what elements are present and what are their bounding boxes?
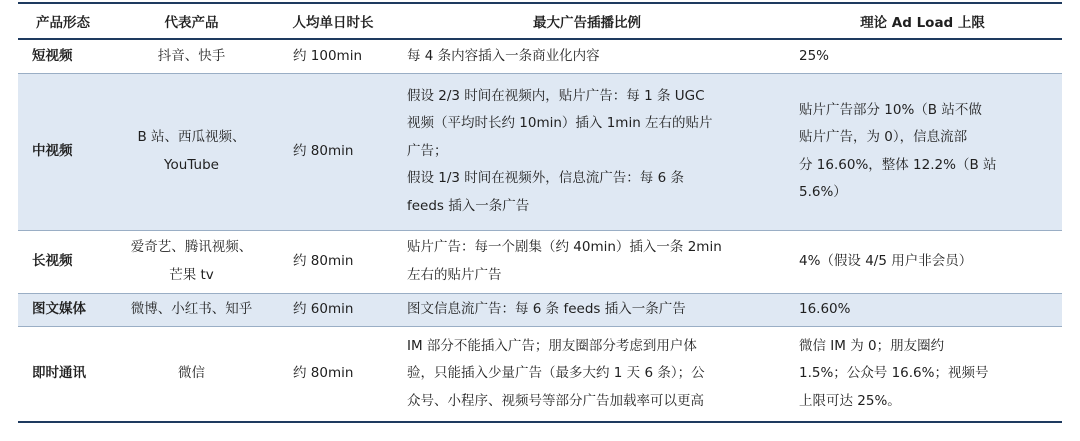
cell-line: 芒果 tv xyxy=(169,266,214,283)
cell-line: 验，只能插入少量广告（最多大约 1 天 6 条）；公 xyxy=(407,365,705,381)
cell-line: 抖音、快手 xyxy=(157,47,226,64)
cell-adload xyxy=(783,326,1062,422)
cell-line: feeds 插入一条广告 xyxy=(407,197,530,214)
cell-line: 众号、小程序、视频号等部分广告加载率可以更高 xyxy=(407,392,704,409)
header-ratio: 最大广告插播比例 xyxy=(533,15,641,31)
cell-products xyxy=(108,293,275,326)
cell-line: 贴片广告：每一个剧集（约 40min）插入一条 2min xyxy=(407,239,722,255)
header-adload: 理论 Ad Load 上限 xyxy=(860,15,985,31)
cell-form: 中视频 xyxy=(32,142,73,159)
cell-line: 1.5%；公众号 16.6%；视频号 xyxy=(799,365,989,381)
cell-form: 长视频 xyxy=(32,252,73,269)
cell-ratio xyxy=(391,293,783,326)
cell-line: 左右的贴片广告 xyxy=(407,266,502,283)
cell-products xyxy=(108,73,275,230)
cell-minutes: 约 80min xyxy=(293,142,354,159)
cell-minutes: 约 80min xyxy=(293,365,354,381)
table-header-row xyxy=(18,3,1062,39)
cell-line: 视频（平均时长约 10min）插入 1min 左右的贴片 xyxy=(407,115,713,132)
cell-line: 贴片广告部分 10%（B 站不做 xyxy=(799,101,982,118)
cell-line: 假设 1/3 时间在视频外，信息流广告：每 6 条 xyxy=(407,170,684,187)
cell-minutes: 约 80min xyxy=(293,252,354,269)
cell-line: 微信 xyxy=(178,365,205,381)
cell-line: B 站、西瓜视频、 xyxy=(137,129,246,145)
cell-line: IM 部分不能插入广告；朋友圈部分考虑到用户体 xyxy=(407,337,697,354)
cell-line: 微信 IM 为 0；朋友圈约 xyxy=(799,337,945,354)
cell-line: 16.60% xyxy=(799,300,851,317)
cell-products xyxy=(108,326,275,422)
cell-minutes: 约 100min xyxy=(293,47,363,64)
cell-ratio xyxy=(391,230,783,293)
table-row xyxy=(18,293,1062,326)
cell-line: 分 16.60%，整体 12.2%（B 站 xyxy=(799,156,997,173)
cell-ratio xyxy=(391,39,783,73)
cell-line: 每 4 条内容插入一条商业化内容 xyxy=(407,47,600,64)
cell-line: 贴片广告，为 0），信息流部 xyxy=(799,129,968,145)
table-row xyxy=(18,73,1062,230)
cell-line: 假设 2/3 时间在视频内，贴片广告：每 1 条 UGC xyxy=(407,87,705,104)
table-row xyxy=(18,230,1062,293)
cell-line: YouTube xyxy=(164,156,219,173)
cell-line: 图文信息流广告：每 6 条 feeds 插入一条广告 xyxy=(407,300,686,317)
cell-adload xyxy=(783,293,1062,326)
cell-adload xyxy=(783,73,1062,230)
cell-line: 5.6%） xyxy=(799,184,847,200)
cell-products xyxy=(108,230,275,293)
cell-ratio xyxy=(391,73,783,230)
cell-minutes: 约 60min xyxy=(293,300,354,317)
ad-load-table xyxy=(18,2,1062,423)
cell-line: 微博、小红书、知乎 xyxy=(130,300,253,317)
cell-line: 广告； xyxy=(407,142,448,159)
cell-line: 爱奇艺、腾讯视频、 xyxy=(130,239,253,255)
cell-line: 4%（假设 4/5 用户非会员） xyxy=(799,252,973,269)
cell-form: 图文媒体 xyxy=(32,300,86,317)
cell-products xyxy=(108,39,275,73)
header-products: 代表产品 xyxy=(164,15,219,31)
table-row xyxy=(18,326,1062,422)
cell-line: 上限可达 25%。 xyxy=(799,392,901,409)
cell-line: 25% xyxy=(799,47,830,64)
cell-adload xyxy=(783,230,1062,293)
table-row xyxy=(18,39,1062,73)
cell-form: 即时通讯 xyxy=(32,365,86,381)
cell-ratio xyxy=(391,326,783,422)
cell-form: 短视频 xyxy=(32,47,73,64)
cell-adload xyxy=(783,39,1062,73)
header-minutes: 人均单日时长 xyxy=(292,15,374,31)
header-form: 产品形态 xyxy=(36,15,90,31)
